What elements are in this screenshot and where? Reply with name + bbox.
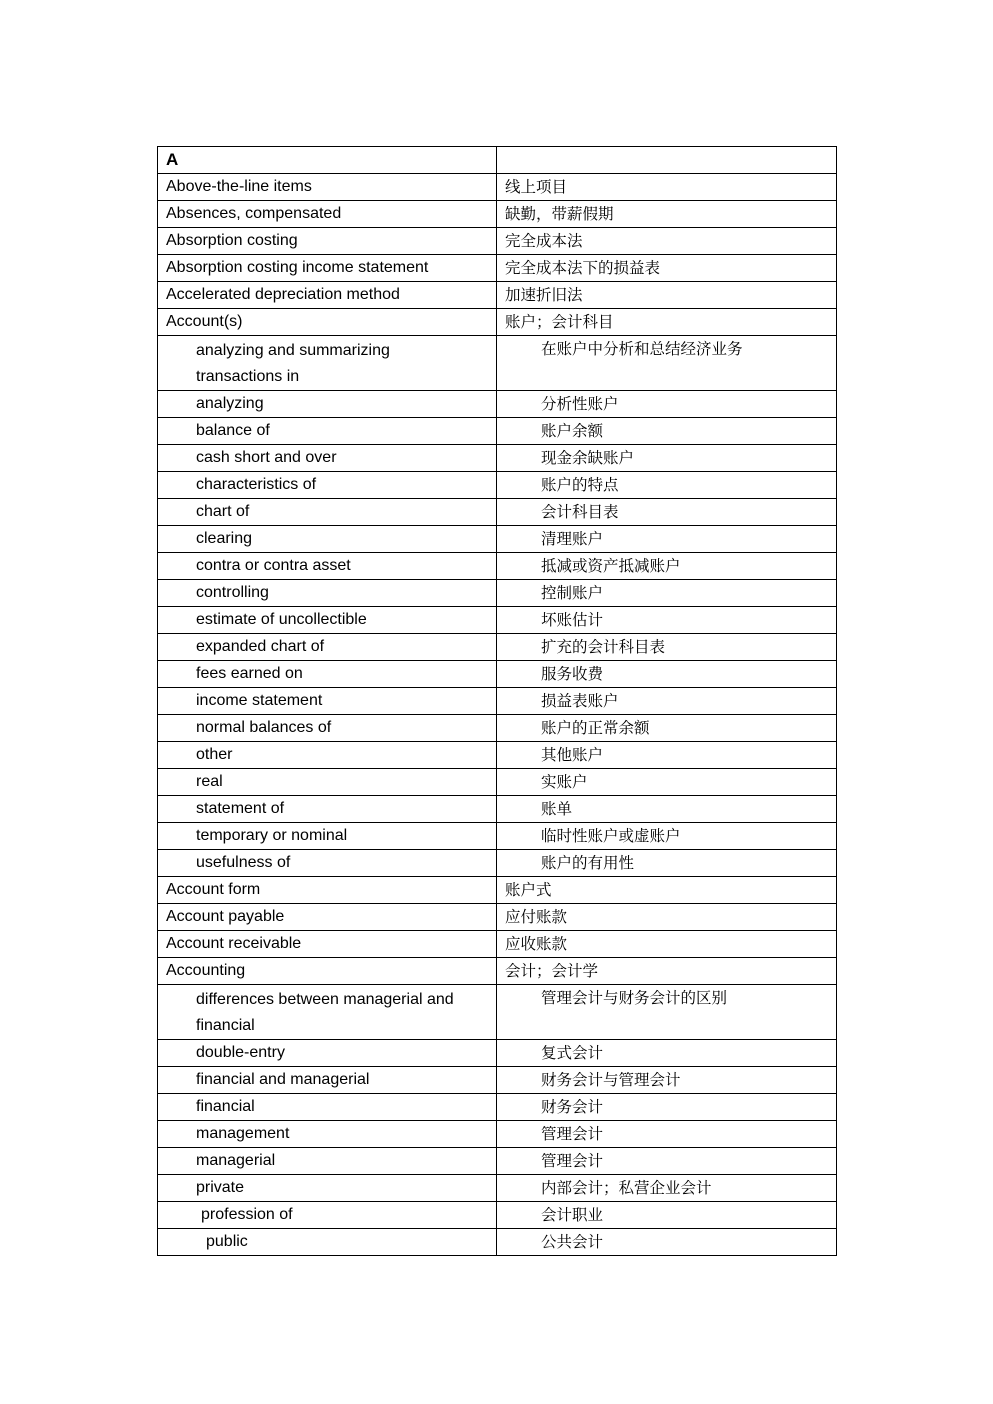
chinese-translation: 会计；会计学 [497,958,837,985]
glossary-row [158,661,837,688]
glossary-row [158,445,837,472]
glossary-row [158,715,837,742]
chinese-translation: 服务收费 [497,661,837,688]
english-term: temporary or nominal [158,823,497,850]
english-term: clearing [158,526,497,553]
chinese-translation: 内部会计；私营企业会计 [497,1175,837,1202]
english-term: statement of [158,796,497,823]
glossary-row [158,499,837,526]
glossary-row [158,688,837,715]
english-term: private [158,1175,497,1202]
english-term: balance of [158,418,497,445]
chinese-translation: 应收账款 [497,931,837,958]
chinese-translation: 账户；会计科目 [497,309,837,336]
english-term: financial [158,1094,497,1121]
english-term: income statement [158,688,497,715]
english-term: Above-the-line items [158,174,497,201]
glossary-row [158,309,837,336]
english-term: cash short and over [158,445,497,472]
glossary-row [158,985,837,1040]
glossary-row [158,580,837,607]
chinese-translation: 损益表账户 [497,688,837,715]
english-term: analyzing [158,391,497,418]
english-term: profession of [158,1202,497,1229]
english-term: fees earned on [158,661,497,688]
english-term: financial and managerial [158,1067,497,1094]
chinese-translation [497,147,837,174]
chinese-translation: 账户的有用性 [497,850,837,877]
glossary-row [158,634,837,661]
chinese-translation: 管理会计 [497,1121,837,1148]
chinese-translation: 管理会计 [497,1148,837,1175]
glossary-row [158,850,837,877]
english-term: chart of [158,499,497,526]
chinese-translation: 清理账户 [497,526,837,553]
english-term: Absorption costing [158,228,497,255]
chinese-translation: 在账户中分析和总结经济业务 [497,336,837,391]
chinese-translation: 应付账款 [497,904,837,931]
chinese-translation: 完全成本法 [497,228,837,255]
english-term: Account receivable [158,931,497,958]
glossary-row [158,607,837,634]
english-term: usefulness of [158,850,497,877]
chinese-translation: 缺勤，带薪假期 [497,201,837,228]
chinese-translation: 会计职业 [497,1202,837,1229]
glossary-row [158,228,837,255]
glossary-row [158,553,837,580]
chinese-translation: 加速折旧法 [497,282,837,309]
chinese-translation: 控制账户 [497,580,837,607]
glossary-row [158,1229,837,1256]
chinese-translation: 复式会计 [497,1040,837,1067]
english-term: Absences, compensated [158,201,497,228]
chinese-translation: 完全成本法下的损益表 [497,255,837,282]
glossary-row [158,472,837,499]
glossary-row [158,796,837,823]
chinese-translation: 坏账估计 [497,607,837,634]
glossary-body [158,147,837,1256]
chinese-translation: 管理会计与财务会计的区别 [497,985,837,1040]
chinese-translation: 线上项目 [497,174,837,201]
english-term [158,336,497,391]
english-term: management [158,1121,497,1148]
chinese-translation: 公共会计 [497,1229,837,1256]
english-term-line: differences between managerial and [196,991,454,1008]
glossary-row [158,1121,837,1148]
chinese-translation: 财务会计与管理会计 [497,1067,837,1094]
chinese-translation: 现金余缺账户 [497,445,837,472]
glossary-row [158,201,837,228]
english-term: real [158,769,497,796]
glossary-row [158,336,837,391]
english-term: Account(s) [158,309,497,336]
glossary-row [158,1040,837,1067]
glossary-row [158,418,837,445]
glossary-row [158,769,837,796]
chinese-translation: 财务会计 [497,1094,837,1121]
glossary-row [158,904,837,931]
glossary-row [158,1175,837,1202]
glossary-row [158,391,837,418]
english-term: Absorption costing income statement [158,255,497,282]
glossary-row [158,877,837,904]
chinese-translation: 账户式 [497,877,837,904]
english-term-line: analyzing and summarizing [196,342,390,359]
english-term: normal balances of [158,715,497,742]
english-term: contra or contra asset [158,553,497,580]
chinese-translation: 实账户 [497,769,837,796]
chinese-translation: 会计科目表 [497,499,837,526]
chinese-translation: 账单 [497,796,837,823]
english-term [158,985,497,1040]
glossary-row [158,1202,837,1229]
glossary-row [158,1094,837,1121]
chinese-translation: 抵减或资产抵减账户 [497,553,837,580]
chinese-translation: 扩充的会计科目表 [497,634,837,661]
english-term: double-entry [158,1040,497,1067]
chinese-translation: 其他账户 [497,742,837,769]
glossary-row [158,1148,837,1175]
chinese-translation: 账户的正常余额 [497,715,837,742]
glossary-row [158,958,837,985]
glossary-row [158,931,837,958]
section-letter: A [158,147,497,174]
glossary-row [158,255,837,282]
chinese-translation: 账户余额 [497,418,837,445]
english-term: managerial [158,1148,497,1175]
chinese-translation: 临时性账户或虚账户 [497,823,837,850]
english-term: Accounting [158,958,497,985]
english-term-line: financial [196,1017,255,1034]
glossary-row [158,174,837,201]
english-term: Account form [158,877,497,904]
section-header-row [158,147,837,174]
glossary-table [157,146,837,1256]
english-term: other [158,742,497,769]
glossary-row [158,526,837,553]
english-term: public [158,1229,497,1256]
english-term: Accelerated depreciation method [158,282,497,309]
chinese-translation: 分析性账户 [497,391,837,418]
chinese-translation: 账户的特点 [497,472,837,499]
english-term: Account payable [158,904,497,931]
english-term: estimate of uncollectible [158,607,497,634]
english-term: expanded chart of [158,634,497,661]
english-term: characteristics of [158,472,497,499]
glossary-row [158,282,837,309]
english-term-line: transactions in [196,368,300,385]
glossary-row [158,1067,837,1094]
english-term: controlling [158,580,497,607]
glossary-row [158,742,837,769]
glossary-row [158,823,837,850]
